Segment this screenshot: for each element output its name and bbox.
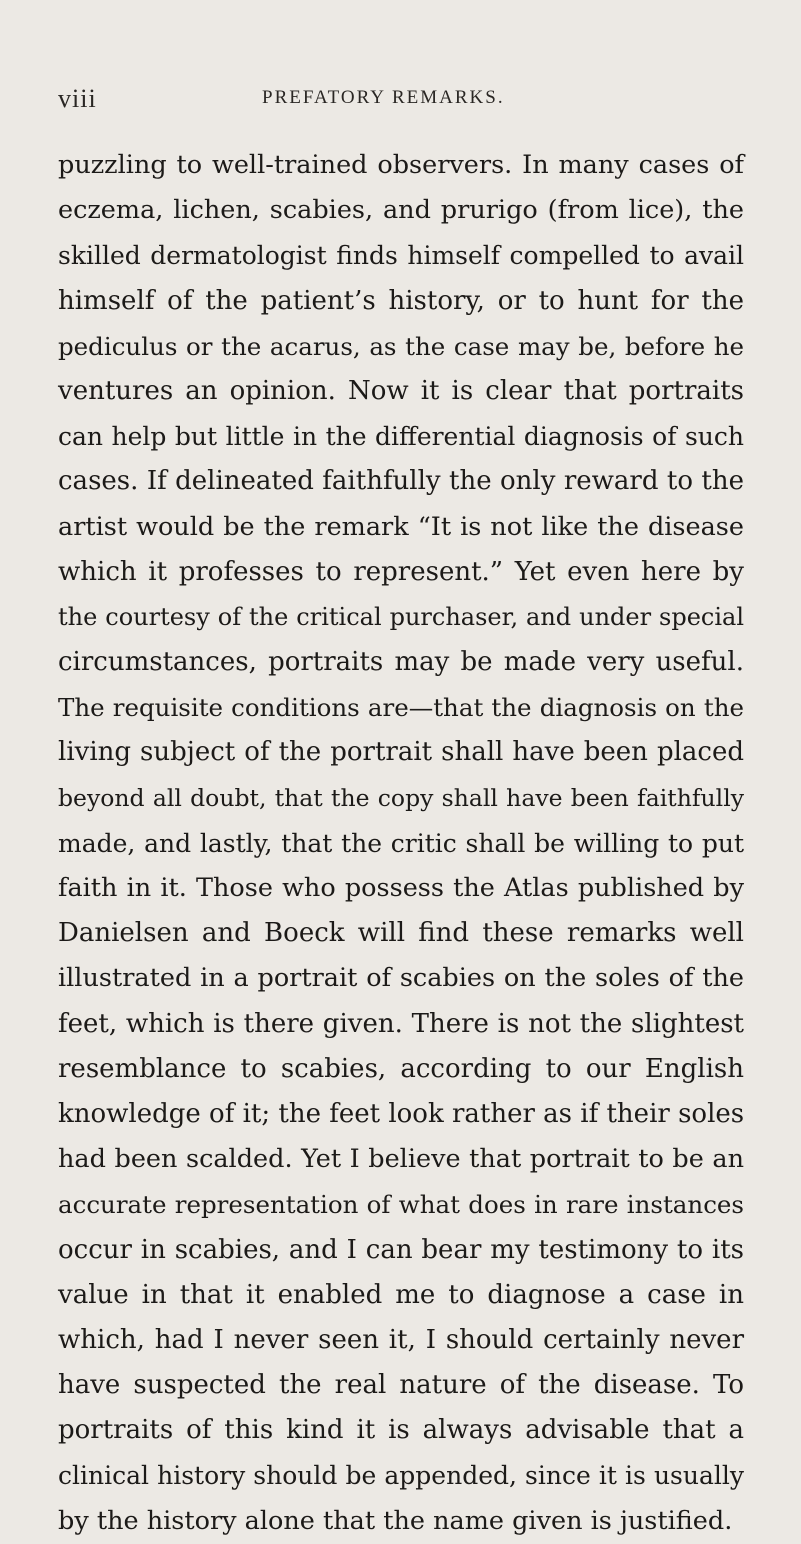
text-line: accurate representation of what does in rare instances [58,1190,744,1220]
text-line: knowledge of it; the feet look rather as if their soles [58,1098,745,1129]
text-line: illustrated in a portrait of scabies on the soles of the [58,963,744,994]
text-line: had been scalded. Yet I believe that portrait to be an [58,1144,744,1175]
page-number: viii [58,84,97,113]
text-line: the courtesy of the critical purchaser, and under special [58,602,744,631]
text-line: by the history alone that the name given is justified. [58,1505,733,1536]
text-line: feet, which is there given. There is not the slightest [58,1008,744,1039]
text-line: cases. If delineated faithfully the only reward to the [58,466,744,497]
text-line: resemblance to scabies, according to our English [58,1053,744,1084]
text-line: pediculus or the acarus, as the case may be, before he [58,331,744,361]
text-line: The requisite conditions are—that the diagnosis on the [58,693,744,723]
text-line: made, and lastly, that the critic shall be willing to put [58,828,744,858]
text-line: beyond all doubt, that the copy shall have been faithfully [58,783,744,812]
text-line: himself of the patient’s history, or to hunt for the [58,285,744,316]
text-line: which it professes to represent.” Yet even here by [58,556,744,587]
text-line: portraits of this kind it is always advisable that a [58,1415,744,1446]
body-text [58,143,744,1544]
text-line: skilled dermatologist finds himself compelled to avail [58,241,744,271]
text-line: clinical history should be appended, since it is usually [58,1461,744,1491]
running-head: PREFATORY REMARKS. [262,87,505,108]
text-line: which, had I never seen it, I should certainly never [58,1324,744,1355]
page-header [58,84,741,114]
text-line: artist would be the remark “It is not like the disease [58,511,744,542]
text-line: living subject of the portrait shall have been placed [58,737,744,768]
text-line: circumstances, portraits may be made very useful. [58,647,744,678]
text-line: ventures an opinion. Now it is clear that portraits [58,375,744,406]
text-line: puzzling to well-trained observers. In many cases of [58,150,744,180]
text-line: eczema, lichen, scabies, and prurigo (from lice), the [58,195,744,226]
text-line: faith in it. Those who possess the Atlas published by [58,873,744,903]
text-line: occur in scabies, and I can bear my testimony to its [58,1234,744,1265]
text-line: have suspected the real nature of the disease. To [58,1370,744,1401]
text-line: value in that it enabled me to diagnose a case in [58,1279,744,1310]
text-line: can help but little in the differential diagnosis of such [58,422,744,452]
text-line: Danielsen and Boeck will find these remarks well [58,918,744,949]
